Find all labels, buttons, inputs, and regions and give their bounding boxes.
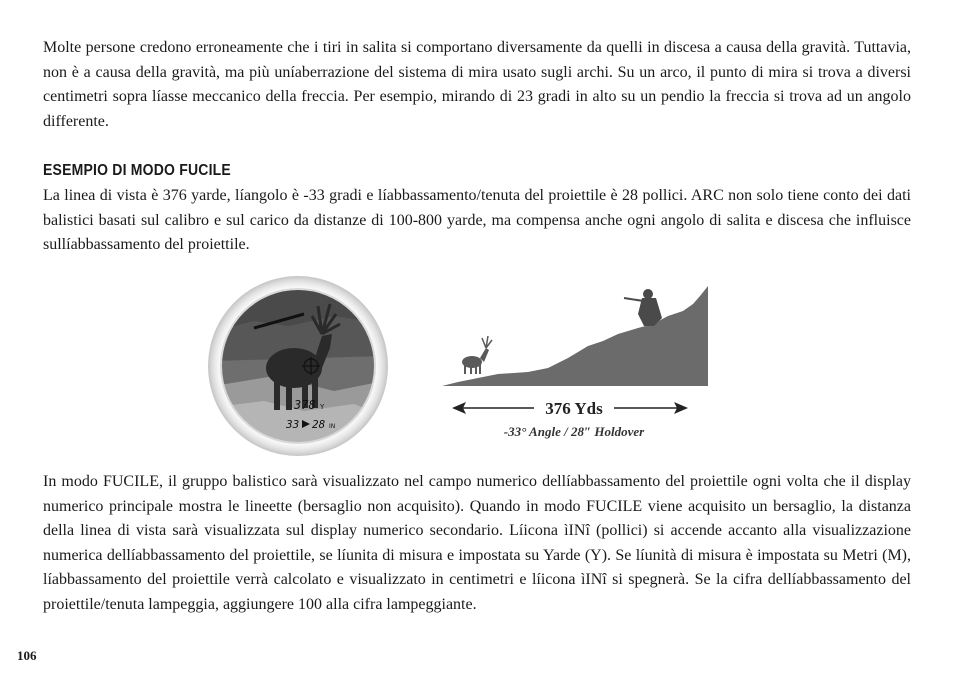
range-readout: 378 (294, 398, 316, 412)
terrain-slope (442, 286, 708, 386)
page-number: 106 (17, 648, 37, 663)
holdover-unit: IN (329, 423, 336, 430)
distance-arrow-left-icon (452, 402, 534, 414)
example-paragraph: La linea di vista è 376 yarde, líangolo è -33 gradi e líabbassamento/tenuta del proiettile è 28 pollici. ARC non solo tiene conto dei dati balistici basati sul calibro e sul carico da distanze di 100-800 yarde, ma compensa anche ogni angolo di salita e discesa che influisce sullíabbassamento del proiettile. (43, 187, 911, 253)
range-unit: Y (320, 403, 325, 411)
holdover-readout: 28 (312, 418, 326, 431)
section-heading: ESEMPIO DI MODO FUCILE (43, 160, 231, 179)
rifle-mode-paragraph: In modo FUCILE, il gruppo balistico sarà visualizzato nel campo numerico dellíabbassamento del proiettile ogni volta che il display numerico principale mostra le lineette (bersaglio non acquisito). Quando in modo FUCILE viene acquisito un bersaglio, la distanza della linea di vista sarà visualizzata sul display numerico secondario. Líicona ìINî (pollici) si accende accanto alla visualizzazione numerica dellíabbassamento del proiettile, se líunita di misura e impostata su Yarde (Y). Se líunità di misura è impostata su Metri (M), líabbassamento del proiettile verrà calcolato e visualizzato in centimetri e líicona ìINî si spegnerà. Se la cifra dellíabbassamento del proiettile/tenuta lampeggia, aggiungere 100 alla cifra lampeggiante. (43, 473, 911, 613)
terrain-diagram (438, 286, 710, 446)
distance-label: 376 Yds (545, 399, 603, 418)
hunter-icon (624, 289, 662, 326)
distance-arrow-right-icon (614, 402, 688, 414)
scope-view-illustration (194, 276, 399, 456)
elk-silhouette-icon (462, 336, 492, 374)
angle-holdover-label: -33° Angle / 28″ Holdover (503, 424, 645, 439)
intro-paragraph: Molte persone credono erroneamente che i tiri in salita si comportano diversamente da quelli in discesa a causa della gravità. Tuttavia, non è a causa della gravità, ma più uníaberrazione del sistema di mira usato sugli archi. Su un arco, il punto di mira si trova a diversi centimetri sopra líasse meccanico della freccia. Per esempio, mirando di 23 gradi in alto su un pendio la freccia si trova ad un angolo differente. (43, 39, 911, 130)
angle-readout: 33 (286, 418, 300, 431)
